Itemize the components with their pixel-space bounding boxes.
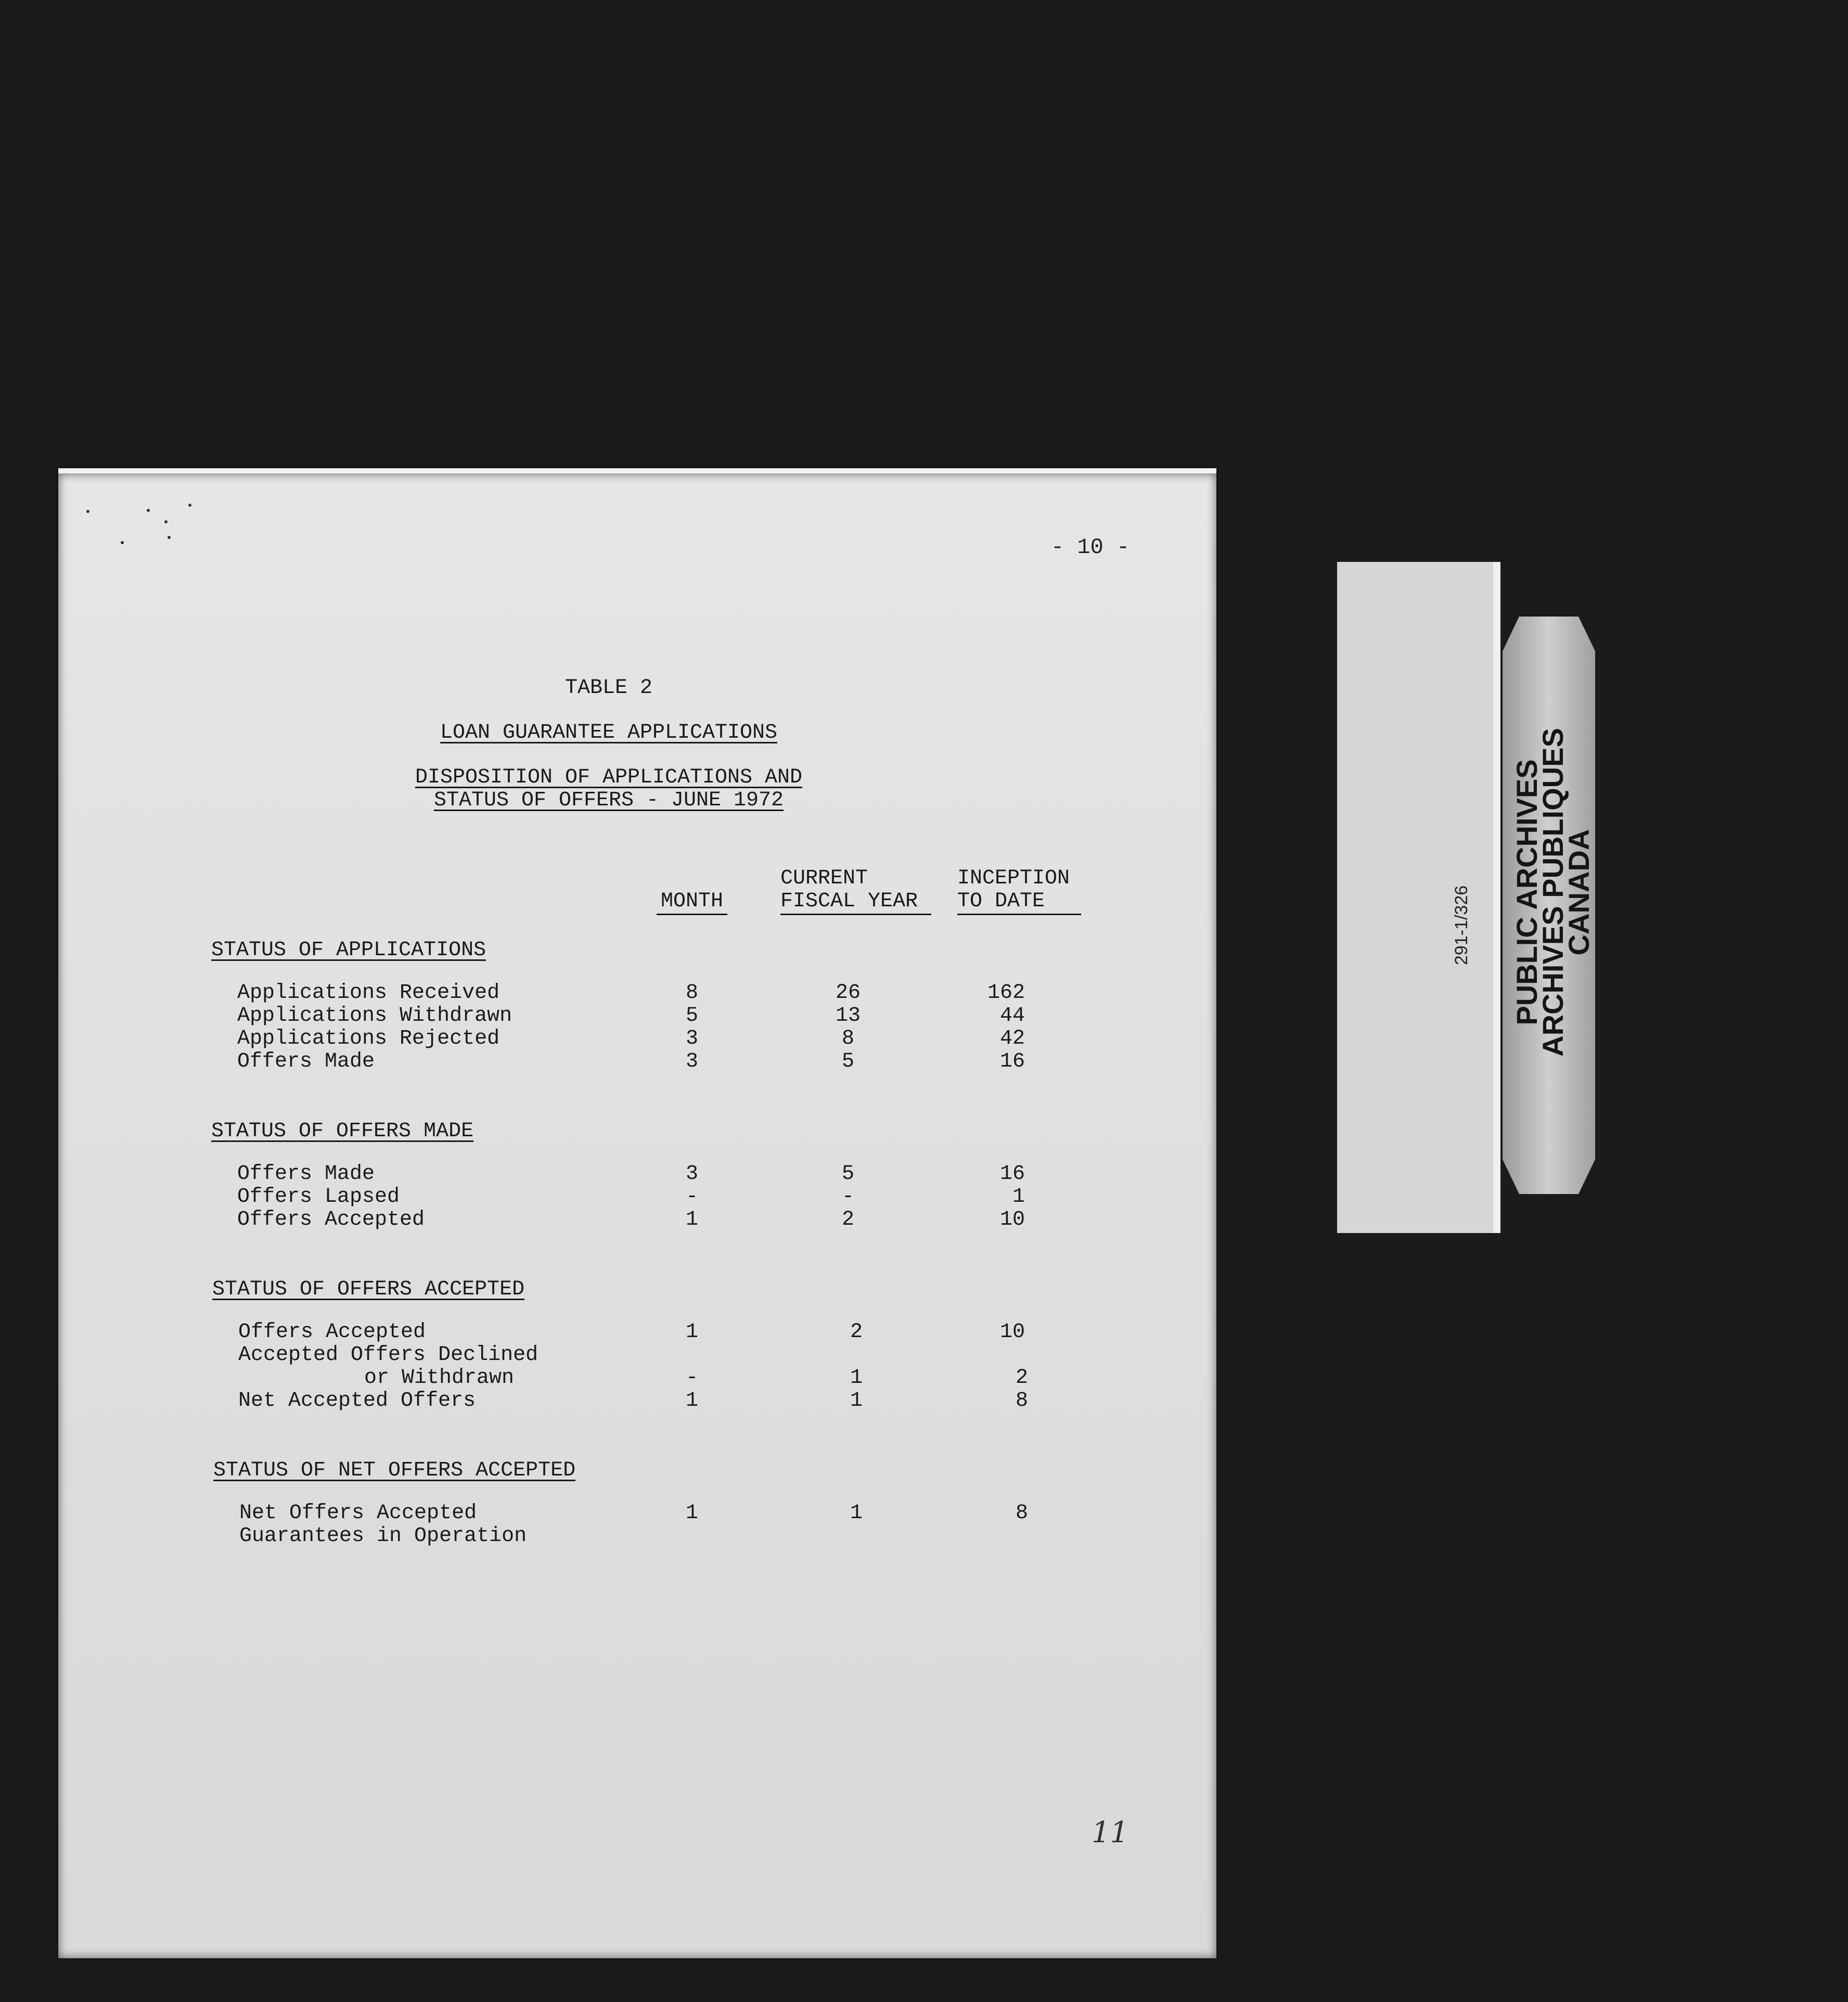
row-label: Applications Received (237, 981, 500, 1005)
cell-fiscal: 8 (841, 1027, 854, 1050)
cell-month: 1 (685, 1502, 698, 1525)
row-label: Applications Rejected (237, 1027, 500, 1050)
cell-inception: 162 (987, 981, 1025, 1005)
cell-inception: 16 (999, 1050, 1025, 1073)
cell-inception: 1 (1012, 1185, 1025, 1209)
side-reference-number: 291-1/326 (1452, 885, 1471, 965)
cell-inception: 10 (999, 1320, 1025, 1344)
cell-fiscal: 5 (841, 1162, 854, 1186)
column-underline (957, 914, 1081, 915)
speck (121, 541, 124, 544)
row-label-continuation: or Withdrawn (364, 1366, 515, 1390)
archive-label-line2: ARCHIVES PUBLIQUES (1536, 728, 1569, 1057)
row-label: Offers Lapsed (237, 1185, 400, 1209)
cell-fiscal: 1 (850, 1389, 863, 1413)
page-number: - 10 - (1051, 535, 1130, 560)
cell-month: 8 (685, 981, 698, 1005)
cell-fiscal: 1 (850, 1366, 863, 1390)
cell-month: 1 (685, 1208, 698, 1231)
cell-month: - (685, 1366, 698, 1390)
speck (147, 509, 150, 512)
cell-month: 3 (685, 1027, 698, 1050)
side-card (1337, 562, 1500, 1233)
row-label: Net Accepted Offers (238, 1389, 476, 1413)
cell-inception: 10 (999, 1208, 1025, 1231)
speck (188, 504, 191, 507)
speck (164, 520, 168, 523)
table-label: TABLE 2 (564, 676, 653, 700)
cell-month: 1 (685, 1389, 698, 1413)
table-title: LOAN GUARANTEE APPLICATIONS (440, 721, 778, 745)
column-underline (780, 914, 931, 915)
row-label: Offers Accepted (237, 1208, 425, 1231)
cell-fiscal: - (841, 1185, 854, 1209)
column-underline (657, 914, 727, 915)
row-label: Offers Accepted (238, 1320, 426, 1344)
cell-month: - (685, 1185, 698, 1209)
cell-inception: 2 (1015, 1366, 1028, 1390)
cell-fiscal: 13 (835, 1004, 861, 1028)
cell-fiscal: 5 (841, 1050, 854, 1073)
column-header-month: MONTH (660, 890, 724, 913)
cell-month: 5 (685, 1004, 698, 1028)
row-label: Accepted Offers Declined (238, 1343, 538, 1367)
cell-month: 1 (685, 1320, 698, 1344)
row-label: Offers Made (237, 1050, 375, 1073)
section-heading: STATUS OF NET OFFERS ACCEPTED (213, 1459, 576, 1482)
section-heading: STATUS OF OFFERS MADE (211, 1120, 474, 1143)
column-header-fiscal-line2: FISCAL YEAR (780, 890, 918, 913)
cell-inception: 16 (999, 1162, 1025, 1186)
cell-month: 3 (685, 1050, 698, 1073)
section-heading: STATUS OF APPLICATIONS (211, 939, 486, 962)
column-header-fiscal-line1: CURRENT (780, 867, 868, 890)
archive-label-line3: CANADA (1562, 829, 1595, 956)
cell-fiscal: 1 (850, 1502, 863, 1525)
cell-inception: 8 (1015, 1389, 1028, 1413)
row-label-continuation: Guarantees in Operation (239, 1524, 527, 1548)
handwritten-page-number: 11 (1092, 1816, 1129, 1850)
archive-label (1510, 726, 1595, 1059)
row-label: Applications Withdrawn (237, 1004, 512, 1028)
column-header-inception-line2: TO DATE (957, 890, 1045, 913)
row-label: Offers Made (237, 1162, 375, 1186)
row-label: Net Offers Accepted (239, 1502, 477, 1525)
column-header-inception-line1: INCEPTION (957, 867, 1070, 890)
section-heading: STATUS OF OFFERS ACCEPTED (212, 1278, 525, 1301)
table-subtitle-line1: DISPOSITION OF APPLICATIONS AND (415, 766, 803, 789)
cell-fiscal: 2 (850, 1320, 863, 1344)
cell-inception: 8 (1015, 1502, 1028, 1525)
cell-fiscal: 2 (841, 1208, 854, 1231)
cell-inception: 44 (999, 1004, 1025, 1028)
cell-inception: 42 (999, 1027, 1025, 1050)
archive-label-line1: PUBLIC ARCHIVES (1510, 759, 1543, 1025)
cell-fiscal: 26 (835, 981, 861, 1005)
cell-month: 3 (685, 1162, 698, 1186)
table-subtitle-line2: STATUS OF OFFERS - JUNE 1972 (433, 789, 784, 812)
speck (86, 510, 89, 513)
speck (168, 536, 171, 539)
